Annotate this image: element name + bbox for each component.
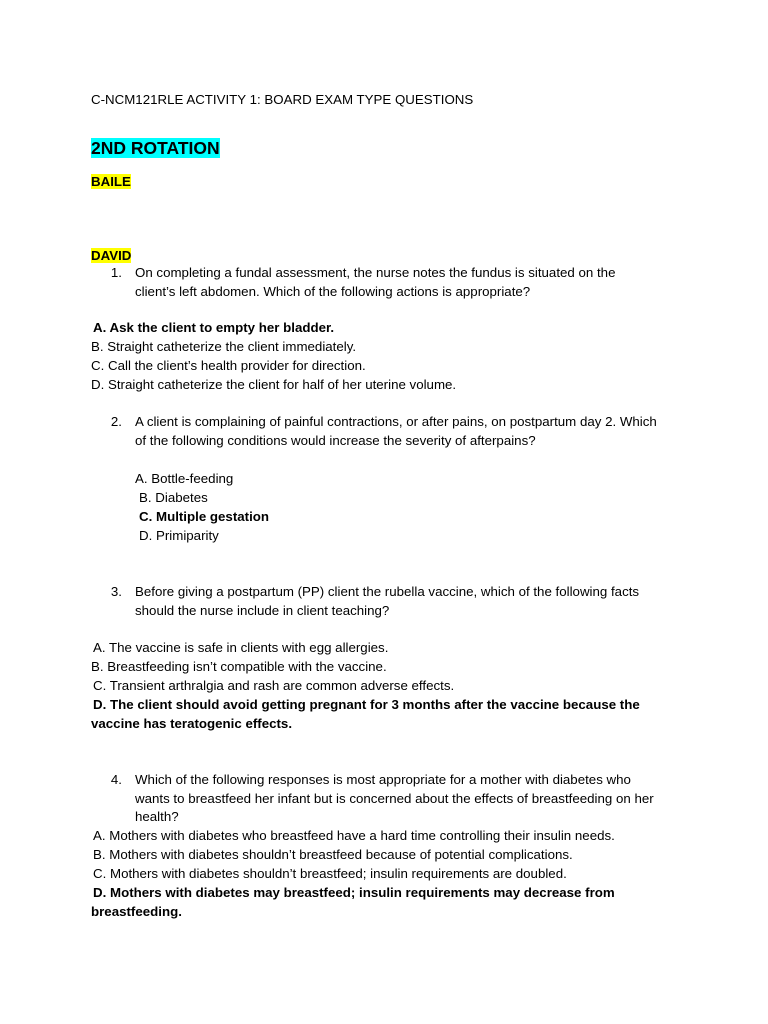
document-title: C-NCM121RLE ACTIVITY 1: BOARD EXAM TYPE QUESTIONS: [91, 92, 474, 107]
answer-choice: C. Call the client’s health provider for direction.: [91, 358, 366, 373]
answer-choice: B. Straight catheterize the client immediately.: [91, 339, 357, 354]
answer-choice-correct-continued: vaccine has teratogenic effects.: [91, 716, 293, 731]
answer-choice: B. Diabetes: [139, 490, 208, 505]
answer-choice-correct: C. Multiple gestation: [139, 509, 270, 524]
question-number: 1.: [110, 265, 122, 280]
question-stem-line: health?: [135, 809, 179, 824]
answer-choice: A. Mothers with diabetes who breastfeed have a hard time controlling their insulin needs.: [93, 828, 615, 843]
answer-choice-correct: A. Ask the client to empty her bladder.: [93, 320, 335, 335]
question-number: 3.: [110, 584, 122, 599]
question-stem-line: On completing a fundal assessment, the nurse notes the fundus is situated on the: [135, 265, 616, 280]
question-stem-line: of the following conditions would increase the severity of afterpains?: [135, 433, 536, 448]
answer-choice: A. The vaccine is safe in clients with egg allergies.: [93, 640, 389, 655]
question-stem-line: wants to breastfeed her infant but is concerned about the effects of breastfeeding on her: [135, 791, 654, 806]
answer-choice-correct: D. Mothers with diabetes may breastfeed; insulin requirements may decrease from: [93, 885, 615, 900]
answer-choice: C. Mothers with diabetes shouldn’t breastfeed; insulin requirements are doubled.: [93, 866, 567, 881]
question-number: 2.: [110, 414, 122, 429]
question-number: 4.: [110, 772, 122, 787]
student-name-david-text: DAVID: [91, 248, 132, 263]
question-stem-line: Before giving a postpartum (PP) client the rubella vaccine, which of the following facts: [135, 584, 640, 599]
answer-choice: D. Primiparity: [139, 528, 219, 543]
answer-choice: A. Bottle-feeding: [135, 471, 234, 486]
answer-choice: B. Mothers with diabetes shouldn’t breastfeed because of potential complications.: [93, 847, 573, 862]
question-stem-line: should the nurse include in client teaching?: [135, 603, 390, 618]
answer-choice: D. Straight catheterize the client for half of her uterine volume.: [91, 377, 457, 392]
question-stem-line: Which of the following responses is most appropriate for a mother with diabetes who: [135, 772, 631, 787]
question-stem-line: client’s left abdomen. Which of the following actions is appropriate?: [135, 284, 531, 299]
answer-choice-correct: D. The client should avoid getting pregnant for 3 months after the vaccine because the: [93, 697, 640, 712]
student-name-baile-text: BAILE: [91, 174, 131, 189]
student-name-baile: [91, 172, 131, 191]
answer-choice-correct-continued: breastfeeding.: [91, 904, 182, 919]
rotation-heading: [91, 137, 220, 159]
rotation-heading-text: 2ND ROTATION: [91, 138, 220, 158]
answer-choice: B. Breastfeeding isn’t compatible with the vaccine.: [91, 659, 387, 674]
answer-choice: C. Transient arthralgia and rash are common adverse effects.: [93, 678, 455, 693]
question-stem-line: A client is complaining of painful contractions, or after pains, on postpartum day 2. Which: [135, 414, 657, 429]
